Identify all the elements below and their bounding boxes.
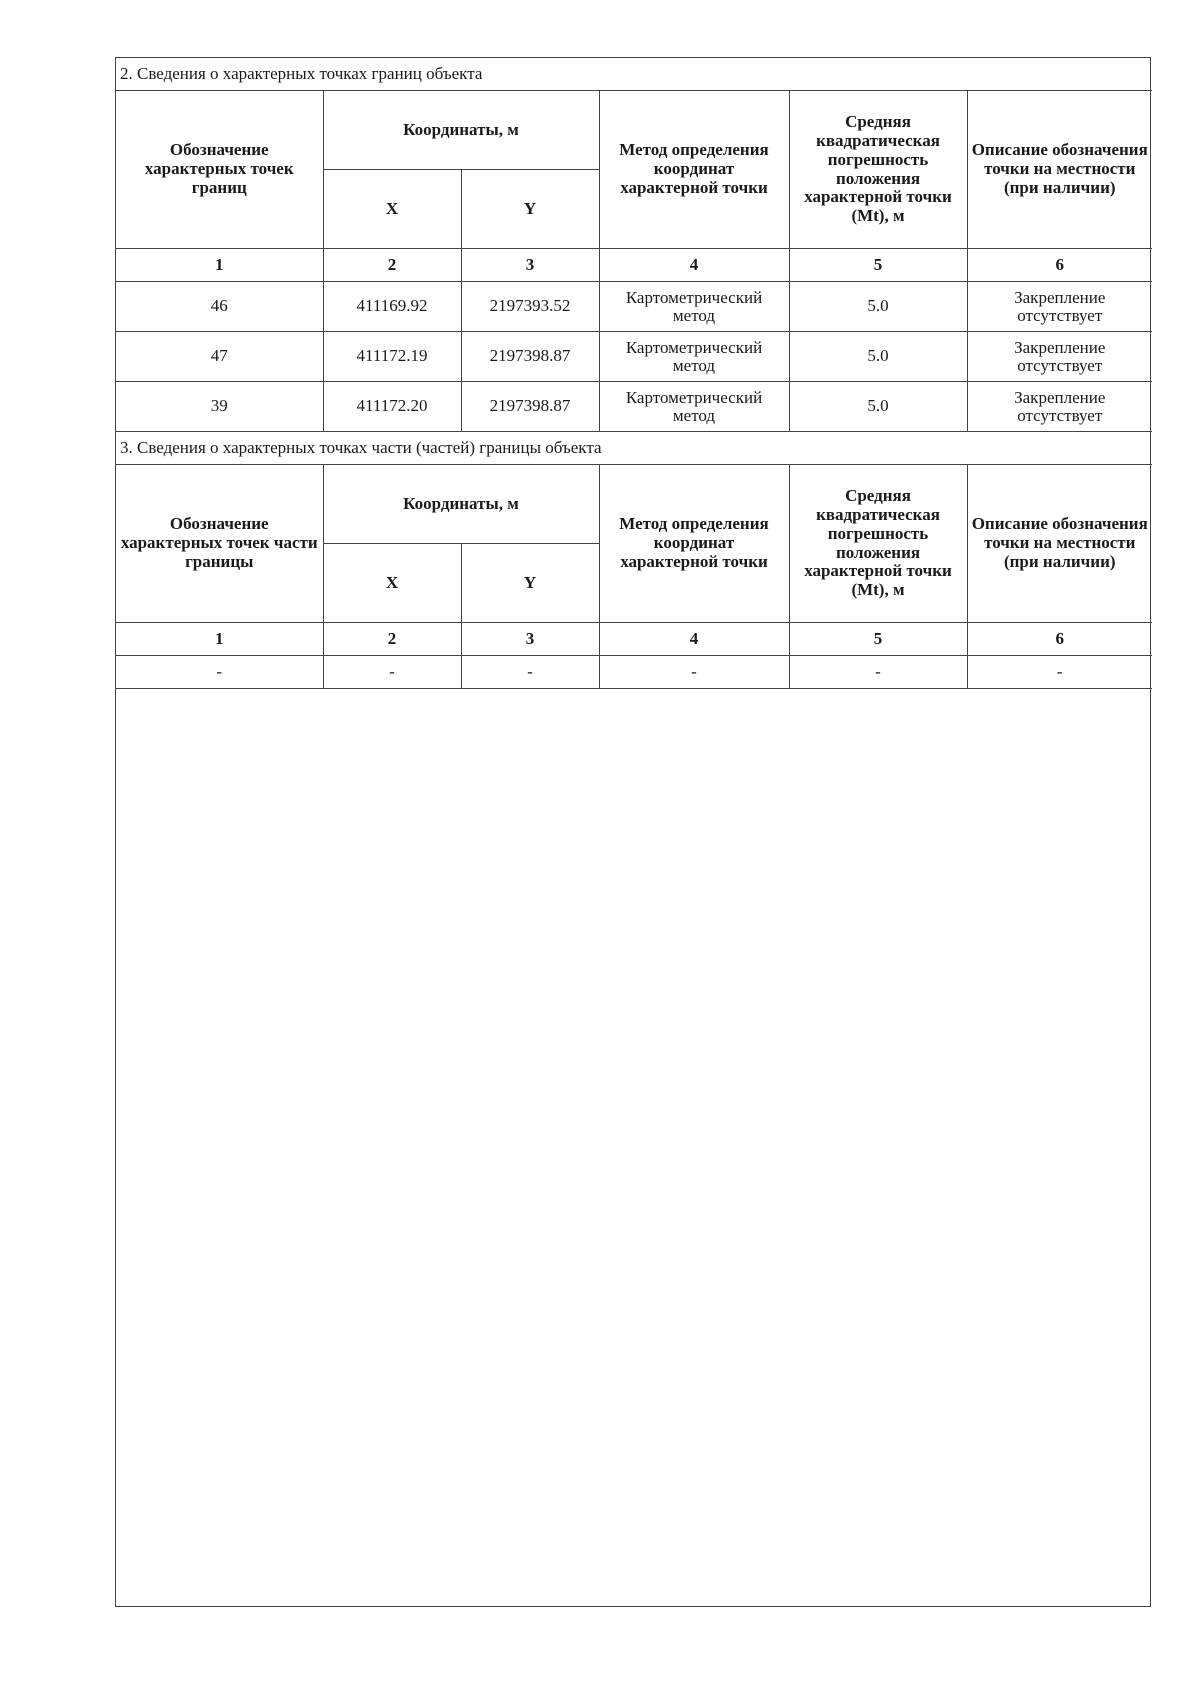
mt-error: 5.0 xyxy=(789,332,967,382)
method: Картометрический метод xyxy=(599,282,789,332)
column-number: 6 xyxy=(967,249,1152,282)
section3-header-coords: Координаты, м xyxy=(323,465,599,544)
point-id: - xyxy=(116,656,323,689)
column-number: 3 xyxy=(461,623,599,656)
table-row xyxy=(116,382,1152,432)
boundary-points-table xyxy=(116,58,1152,689)
point-id: 46 xyxy=(116,282,323,332)
section3-title-row xyxy=(116,432,1152,465)
column-number: 1 xyxy=(116,249,323,282)
point-description: Закрепление отсутствует xyxy=(967,282,1152,332)
section2-header-error: Средняя квадратическая погрешность положения характерной точки (Mt), м xyxy=(789,91,967,249)
section2-header-row xyxy=(116,91,1152,170)
mt-error: 5.0 xyxy=(789,282,967,332)
section2-header-description: Описание обозначения точки на местности (при наличии) xyxy=(967,91,1152,249)
method: Картометрический метод xyxy=(599,332,789,382)
section2-column-numbers xyxy=(116,249,1152,282)
section3-header-row xyxy=(116,465,1152,544)
column-number: 6 xyxy=(967,623,1152,656)
coord-y: - xyxy=(461,656,599,689)
column-number: 5 xyxy=(789,249,967,282)
column-number: 2 xyxy=(323,249,461,282)
section2-header-y: Y xyxy=(461,170,599,249)
point-id: 39 xyxy=(116,382,323,432)
section3-header-x: X xyxy=(323,544,461,623)
column-number: 4 xyxy=(599,623,789,656)
mt-error: - xyxy=(789,656,967,689)
coord-x: 411172.20 xyxy=(323,382,461,432)
section3-header-error: Средняя квадратическая погрешность положения характерной точки (Mt), м xyxy=(789,465,967,623)
section3-column-numbers xyxy=(116,623,1152,656)
section2-title: 2. Сведения о характерных точках границ объекта xyxy=(116,58,1152,91)
point-description: Закрепление отсутствует xyxy=(967,382,1152,432)
point-description: Закрепление отсутствует xyxy=(967,332,1152,382)
coord-x: 411172.19 xyxy=(323,332,461,382)
point-id: 47 xyxy=(116,332,323,382)
point-description: - xyxy=(967,656,1152,689)
method: Картометрический метод xyxy=(599,382,789,432)
coord-y: 2197398.87 xyxy=(461,382,599,432)
table-row xyxy=(116,332,1152,382)
section3-header-method: Метод определения координат характерной точки xyxy=(599,465,789,623)
column-number: 2 xyxy=(323,623,461,656)
table-row xyxy=(116,656,1152,689)
section2-title-row xyxy=(116,58,1152,91)
mt-error: 5.0 xyxy=(789,382,967,432)
document-sheet xyxy=(115,57,1151,1607)
column-number: 4 xyxy=(599,249,789,282)
section3-header-description: Описание обозначения точки на местности (при наличии) xyxy=(967,465,1152,623)
coord-x: - xyxy=(323,656,461,689)
column-number: 3 xyxy=(461,249,599,282)
section3-header-designation: Обозначение характерных точек части границы xyxy=(116,465,323,623)
section2-header-designation: Обозначение характерных точек границ xyxy=(116,91,323,249)
column-number: 1 xyxy=(116,623,323,656)
section3-header-y: Y xyxy=(461,544,599,623)
section2-header-x: X xyxy=(323,170,461,249)
section3-title: 3. Сведения о характерных точках части (частей) границы объекта xyxy=(116,432,1152,465)
section2-header-coords: Координаты, м xyxy=(323,91,599,170)
coord-y: 2197393.52 xyxy=(461,282,599,332)
coord-y: 2197398.87 xyxy=(461,332,599,382)
method: - xyxy=(599,656,789,689)
column-number: 5 xyxy=(789,623,967,656)
section2-header-method: Метод определения координат характерной точки xyxy=(599,91,789,249)
table-row xyxy=(116,282,1152,332)
coord-x: 411169.92 xyxy=(323,282,461,332)
